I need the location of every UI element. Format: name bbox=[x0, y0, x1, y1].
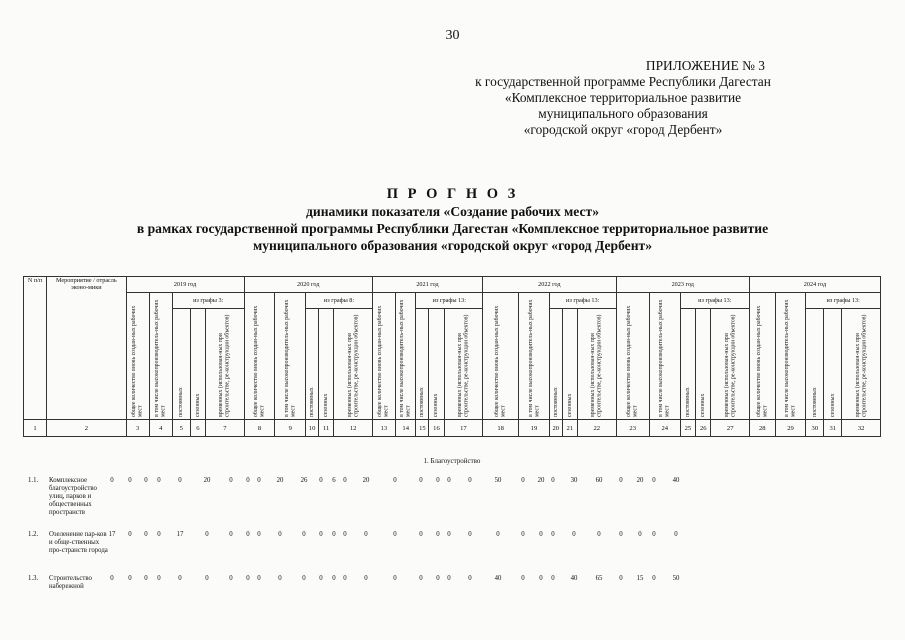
col-header-seasonal bbox=[824, 309, 842, 420]
col-header-label: постоянных bbox=[811, 387, 818, 417]
table-cell: 0 bbox=[521, 575, 525, 582]
col-header-label: сезонных bbox=[829, 393, 836, 417]
appendix-line: «городской округ «город Дербент» bbox=[523, 122, 723, 137]
col-header-label: в том числе высокопроизводитель-ных рабочих мест bbox=[658, 299, 671, 417]
col-header-permanent bbox=[680, 309, 695, 420]
table-cell: 0 bbox=[551, 575, 555, 582]
row-event-name: Строительство набережной bbox=[49, 575, 92, 590]
table-cell: 0 bbox=[178, 575, 182, 582]
table-cell: 0 bbox=[447, 477, 451, 484]
column-number: 12 bbox=[334, 420, 373, 437]
col-header-label: сезонных bbox=[194, 393, 201, 417]
col-header-label: сезонных bbox=[433, 393, 440, 417]
year-header: 2022 год bbox=[483, 277, 616, 293]
title-line: муниципального образования «городской округ «город Дербент» bbox=[252, 238, 653, 253]
table-cell: 0 bbox=[539, 531, 543, 538]
table-cell: 0 bbox=[572, 531, 576, 538]
column-number: 4 bbox=[149, 420, 172, 437]
year-header: 2019 год bbox=[126, 277, 244, 293]
table-cell: 20 bbox=[203, 477, 211, 484]
table-cell: 0 bbox=[128, 531, 132, 538]
document-title bbox=[0, 186, 905, 254]
col-header-label: сезонных bbox=[322, 393, 329, 417]
col-header-seasonal bbox=[429, 309, 444, 420]
col-header-highprod bbox=[519, 293, 550, 420]
column-number: 2 bbox=[47, 420, 127, 437]
col-header-label: постоянных bbox=[684, 387, 691, 417]
table-cell: 0 bbox=[468, 575, 472, 582]
table-cell: 0 bbox=[332, 531, 336, 538]
table-cell: 0 bbox=[229, 531, 233, 538]
column-number: 29 bbox=[775, 420, 806, 437]
table-cell: 6 bbox=[332, 477, 336, 484]
table-cell: 0 bbox=[319, 575, 323, 582]
year-header: 2021 год bbox=[372, 277, 482, 293]
col-header-permanent bbox=[172, 309, 190, 420]
column-number: 18 bbox=[483, 420, 519, 437]
table-cell: 26 bbox=[300, 477, 308, 484]
table-cell: 0 bbox=[393, 477, 397, 484]
table-cell: 0 bbox=[157, 575, 161, 582]
col-header-highprod bbox=[649, 293, 680, 420]
table-cell: 0 bbox=[447, 531, 451, 538]
table-cell: 30 bbox=[570, 477, 578, 484]
table-cell: 0 bbox=[302, 575, 306, 582]
appendix-header bbox=[463, 58, 783, 138]
table-cell: 0 bbox=[157, 531, 161, 538]
table-cell: 0 bbox=[393, 531, 397, 538]
col-header-label: сезонных bbox=[700, 393, 707, 417]
row-event-name: Озеленение пар-ков и обще-ственных про-странств города bbox=[49, 531, 108, 554]
col-header-temporary bbox=[578, 309, 617, 420]
section-title: 1. Благоустройство bbox=[423, 457, 481, 465]
table-cell: 0 bbox=[110, 575, 114, 582]
table-cell: 0 bbox=[419, 575, 423, 582]
table-cell: 0 bbox=[128, 477, 132, 484]
col-header-label: общее количество вновь создан-ных рабочих мест bbox=[494, 305, 507, 417]
appendix-title: ПРИЛОЖЕНИЕ № 3 bbox=[645, 58, 765, 73]
table-cell: 17 bbox=[176, 531, 184, 538]
col-header-permanent bbox=[806, 309, 824, 420]
column-number: 27 bbox=[711, 420, 750, 437]
col-header-total bbox=[372, 293, 395, 420]
column-number: 32 bbox=[842, 420, 881, 437]
col-header-seasonal bbox=[318, 309, 333, 420]
table-cell: 0 bbox=[257, 477, 261, 484]
subgroup-header: из графы 13: bbox=[806, 293, 881, 309]
title-main: П Р О Г Н О З bbox=[386, 186, 519, 202]
column-number: 25 bbox=[680, 420, 695, 437]
table-cell: 0 bbox=[521, 531, 525, 538]
table-cell: 40 bbox=[494, 575, 502, 582]
table-cell: 0 bbox=[343, 531, 347, 538]
title-line: в рамках государственной программы Республики Дагестан «Комплексное территориальное развитие bbox=[136, 221, 769, 236]
table-cell: 0 bbox=[364, 575, 368, 582]
table-cell: 0 bbox=[652, 477, 656, 484]
col-header-label: постоянных bbox=[178, 387, 185, 417]
col-header-event: Мероприятие / отрасль эконо-мики bbox=[47, 277, 127, 420]
col-header-label: постоянных bbox=[419, 387, 426, 417]
table-cell: 0 bbox=[652, 531, 656, 538]
table-cell: 20 bbox=[362, 477, 370, 484]
table-cell: 0 bbox=[619, 575, 623, 582]
table-row bbox=[23, 477, 881, 527]
table-cell: 0 bbox=[332, 575, 336, 582]
table-cell: 0 bbox=[319, 531, 323, 538]
column-number: 28 bbox=[749, 420, 775, 437]
col-header-label: в том числе высокопроизводитель-ных рабочих мест bbox=[784, 299, 797, 417]
table-cell: 0 bbox=[110, 477, 114, 484]
col-header-label: временных (использован-ных при строительстве, ре-конструкции объектов) bbox=[218, 314, 231, 417]
table-cell: 0 bbox=[364, 531, 368, 538]
table-cell: 0 bbox=[144, 531, 148, 538]
table-cell: 17 bbox=[108, 531, 116, 538]
appendix-line: «Комплексное территориальное развитие bbox=[504, 90, 742, 105]
table-cell: 0 bbox=[144, 575, 148, 582]
col-header-temporary bbox=[206, 309, 245, 420]
table-cell: 20 bbox=[537, 477, 545, 484]
column-number: 16 bbox=[429, 420, 444, 437]
col-header-label: общее количество вновь создан-ных рабочих мест bbox=[755, 305, 769, 417]
table-cell: 0 bbox=[447, 575, 451, 582]
table-cell: 20 bbox=[276, 477, 284, 484]
table-cell: 20 bbox=[636, 477, 644, 484]
col-header-label: временных (использован-ных при строительстве, ре-конструкции объектов) bbox=[590, 314, 603, 417]
col-header-seasonal bbox=[190, 309, 205, 420]
subgroup-header: из графы 3: bbox=[172, 293, 244, 309]
column-number: 7 bbox=[206, 420, 245, 437]
subgroup-header: из графы 13: bbox=[416, 293, 483, 309]
col-header-seasonal bbox=[696, 309, 711, 420]
subgroup-header: из графы 13: bbox=[680, 293, 749, 309]
table-cell: 40 bbox=[672, 477, 680, 484]
column-number: 30 bbox=[806, 420, 824, 437]
table-cell: 0 bbox=[638, 531, 642, 538]
table-cell: 0 bbox=[343, 477, 347, 484]
table-cell: 40 bbox=[570, 575, 578, 582]
table-cell: 0 bbox=[246, 531, 250, 538]
table-cell: 50 bbox=[672, 575, 680, 582]
table-cell: 0 bbox=[436, 477, 440, 484]
col-header-label: временных (использован-ных при строительстве, ре-конструкции объектов) bbox=[457, 314, 470, 417]
column-number: 10 bbox=[306, 420, 319, 437]
col-header-label: временных (использован-ных при строительстве, ре-конструкции объектов) bbox=[854, 314, 868, 417]
table-cell: 0 bbox=[619, 477, 623, 484]
table-cell: 0 bbox=[419, 477, 423, 484]
subgroup-header: из графы 8: bbox=[306, 293, 373, 309]
column-number: 1 bbox=[24, 420, 47, 437]
column-number: 6 bbox=[190, 420, 205, 437]
col-header-seasonal bbox=[562, 309, 577, 420]
col-header-n: N п/п bbox=[24, 277, 47, 420]
table-row bbox=[23, 575, 881, 625]
table-cell: 0 bbox=[597, 531, 601, 538]
col-header-label: постоянных bbox=[308, 387, 315, 417]
subgroup-header: из графы 13: bbox=[549, 293, 616, 309]
year-header: 2020 год bbox=[244, 277, 372, 293]
col-header-total bbox=[483, 293, 519, 420]
column-number: 15 bbox=[416, 420, 429, 437]
table-cell: 0 bbox=[539, 575, 543, 582]
col-header-label: временных (использован-ных при строительстве, ре-конструкции объектов) bbox=[723, 314, 737, 417]
column-number: 19 bbox=[519, 420, 550, 437]
column-number: 24 bbox=[649, 420, 680, 437]
table-cell: 0 bbox=[551, 477, 555, 484]
table-cell: 0 bbox=[652, 575, 656, 582]
row-number: 1.2. bbox=[28, 531, 39, 538]
col-header-permanent bbox=[306, 309, 319, 420]
col-header-temporary bbox=[842, 309, 881, 420]
table-cell: 0 bbox=[278, 531, 282, 538]
forecast-table-header bbox=[23, 276, 881, 437]
col-header-label: общее количество вновь создан-ных рабочих мест bbox=[131, 305, 144, 417]
page-number: 30 bbox=[445, 28, 460, 43]
row-number: 1.1. bbox=[28, 477, 39, 484]
col-header-temporary bbox=[711, 309, 750, 420]
col-header-highprod bbox=[775, 293, 806, 420]
table-cell: 0 bbox=[205, 575, 209, 582]
table-cell: 0 bbox=[278, 575, 282, 582]
table-row bbox=[23, 531, 881, 581]
col-header-label: в том числе высокопроизводитель-ных рабочих мест bbox=[283, 299, 297, 417]
table-cell: 0 bbox=[343, 575, 347, 582]
table-cell: 0 bbox=[229, 575, 233, 582]
table-cell: 0 bbox=[246, 575, 250, 582]
table-cell: 0 bbox=[551, 531, 555, 538]
table-cell: 0 bbox=[319, 477, 323, 484]
table-cell: 0 bbox=[496, 531, 500, 538]
column-number: 9 bbox=[275, 420, 306, 437]
col-header-label: в том числе высокопроизводитель-ных рабочих мест bbox=[399, 299, 412, 417]
table-cell: 0 bbox=[468, 531, 472, 538]
column-number: 11 bbox=[318, 420, 333, 437]
col-header-highprod bbox=[395, 293, 416, 420]
column-number: 23 bbox=[616, 420, 649, 437]
table-cell: 65 bbox=[595, 575, 603, 582]
table-cell: 60 bbox=[595, 477, 603, 484]
table-cell: 0 bbox=[436, 531, 440, 538]
col-header-total bbox=[244, 293, 275, 420]
table-cell: 0 bbox=[521, 477, 525, 484]
column-number: 8 bbox=[244, 420, 275, 437]
col-header-total bbox=[749, 293, 775, 420]
column-number: 13 bbox=[372, 420, 395, 437]
table-cell: 0 bbox=[144, 477, 148, 484]
col-header-permanent bbox=[416, 309, 429, 420]
column-number: 20 bbox=[549, 420, 562, 437]
column-number: 31 bbox=[824, 420, 842, 437]
appendix-line: муниципального образования bbox=[538, 106, 708, 121]
col-header-temporary bbox=[444, 309, 483, 420]
col-header-highprod bbox=[149, 293, 172, 420]
table-cell: 0 bbox=[157, 477, 161, 484]
column-number: 26 bbox=[696, 420, 711, 437]
table-cell: 0 bbox=[205, 531, 209, 538]
col-header-label: общее количество вновь создан-ных рабочих мест bbox=[253, 305, 266, 417]
table-cell: 0 bbox=[257, 575, 261, 582]
col-header-total bbox=[616, 293, 649, 420]
row-number: 1.3. bbox=[28, 575, 39, 582]
col-header-highprod bbox=[275, 293, 306, 420]
col-header-label: временных (использован-ных при строительстве, ре-конструкции объектов) bbox=[346, 314, 360, 417]
table-cell: 0 bbox=[674, 531, 678, 538]
col-header-permanent bbox=[549, 309, 562, 420]
column-number: 22 bbox=[578, 420, 617, 437]
table-cell: 0 bbox=[302, 531, 306, 538]
table-cell: 50 bbox=[494, 477, 502, 484]
table-cell: 0 bbox=[619, 531, 623, 538]
col-header-temporary bbox=[334, 309, 373, 420]
column-number: 5 bbox=[172, 420, 190, 437]
table-cell: 0 bbox=[257, 531, 261, 538]
col-header-label: сезонных bbox=[566, 393, 573, 417]
col-header-label: общее количество вновь создан-ных рабочих мест bbox=[377, 305, 390, 417]
table-cell: 0 bbox=[229, 477, 233, 484]
table-cell: 0 bbox=[419, 531, 423, 538]
col-header-label: в том числе высокопроизводитель-ных рабочих мест bbox=[527, 299, 540, 417]
col-header-label: постоянных bbox=[552, 387, 559, 417]
column-number: 17 bbox=[444, 420, 483, 437]
col-header-total bbox=[126, 293, 149, 420]
col-header-label: общее количество вновь создан-ных рабочих мест bbox=[626, 305, 639, 417]
row-event-name: Комплексное благоустройство улиц, парков и общественных пространств bbox=[49, 477, 97, 516]
table-cell: 15 bbox=[636, 575, 644, 582]
table-cell: 0 bbox=[436, 575, 440, 582]
table-cell: 0 bbox=[246, 477, 250, 484]
col-header-label: в том числе высокопроизводитель-ных рабочих мест bbox=[154, 299, 167, 417]
table-cell: 0 bbox=[393, 575, 397, 582]
table-cell: 0 bbox=[128, 575, 132, 582]
table-cell: 0 bbox=[468, 477, 472, 484]
year-header: 2024 год bbox=[749, 277, 880, 293]
column-number: 3 bbox=[126, 420, 149, 437]
appendix-line: к государственной программе Республики Дагестан bbox=[475, 74, 771, 89]
year-header: 2023 год bbox=[616, 277, 749, 293]
title-line: динамики показателя «Создание рабочих мест» bbox=[305, 204, 600, 219]
column-number: 21 bbox=[562, 420, 577, 437]
table-cell: 0 bbox=[178, 477, 182, 484]
column-number: 14 bbox=[395, 420, 416, 437]
